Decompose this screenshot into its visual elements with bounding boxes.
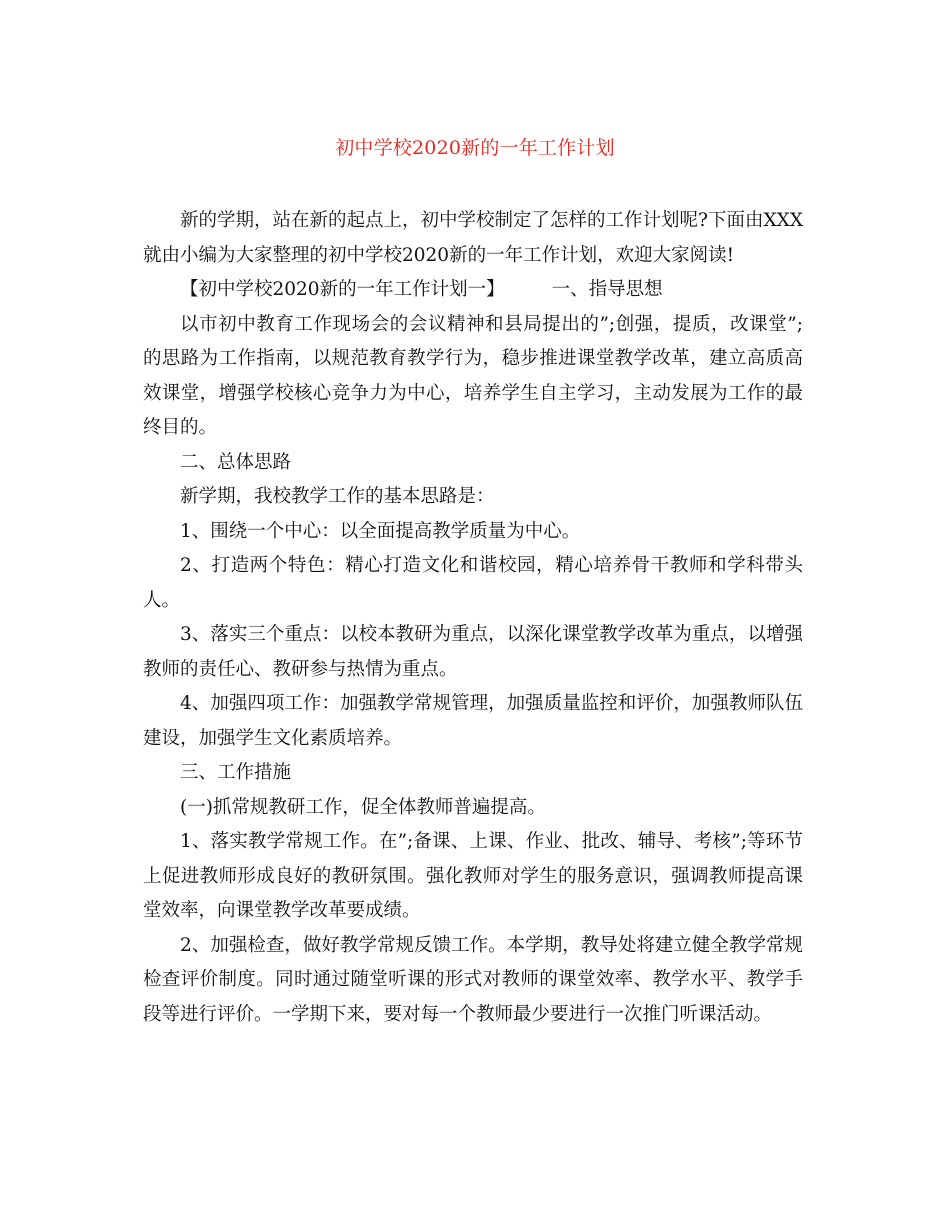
list-item-four-tasks: 4、加强四项工作：加强教学常规管理，加强质量监控和评价，加强教师队伍建设，加强学生文化素质培养。 [143,693,803,749]
document-body [143,204,803,1032]
paragraph-measure-2: 2、加强检查，做好教学常规反馈工作。本学期，教导处将建立健全教学常规检查评价制度。同时通过随堂听课的形式对教师的课堂效率、教学水平、教学手段等进行评价。一学期下来，要对每一个教师最少要进行一次推门听课活动。 [143,934,803,1025]
subsection-heading-routine-research: (一)抓常规教研工作，促全体教师普遍提高。 [180,796,546,818]
list-item-one-center: 1、围绕一个中心：以全面提高教学质量为中心。 [180,520,581,542]
paragraph-approach-intro: 新学期，我校教学工作的基本思路是： [180,486,495,507]
document-title: 初中学校2020新的一年工作计划 [335,137,615,159]
section-heading-overall-approach: 二、总体思路 [180,451,292,473]
paragraph-guiding-thought: 以市初中教育工作现场会的会议精神和县局提出的”;创强，提质，改课堂”;的思路为工作指南，以规范教育教学行为，稳步推进课堂教学改革，建立高质高效课堂，增强学校核心竞争力为中心，培养学生自主学习，主动发展为工作的最终目的。 [143,313,803,438]
list-item-three-focuses: 3、落实三个重点：以校本教研为重点，以深化课堂教学改革为重点，以增强教师的责任心、教研参与热情为重点。 [143,624,803,680]
paragraph-plan-heading: 【初中学校2020新的一年工作计划一】 一、指导思想 [180,279,663,300]
list-item-two-features: 2、打造两个特色：精心打造文化和谐校园，精心培养骨干教师和学科带头人。 [143,555,803,611]
section-heading-work-measures: 三、工作措施 [180,762,292,783]
paragraph-intro: 新的学期，站在新的起点上，初中学校制定了怎样的工作计划呢?下面由XXX就由小编为大家整理的初中学校2020新的一年工作计划，欢迎大家阅读! [143,210,803,266]
paragraph-measure-1: 1、落实教学常规工作。在”;备课、上课、作业、批改、辅导、考核”;等环节上促进教师形成良好的教研氛围。强化教师对学生的服务意识，强调教师提高课堂效率，向课堂教学改革要成绩。 [143,831,803,921]
